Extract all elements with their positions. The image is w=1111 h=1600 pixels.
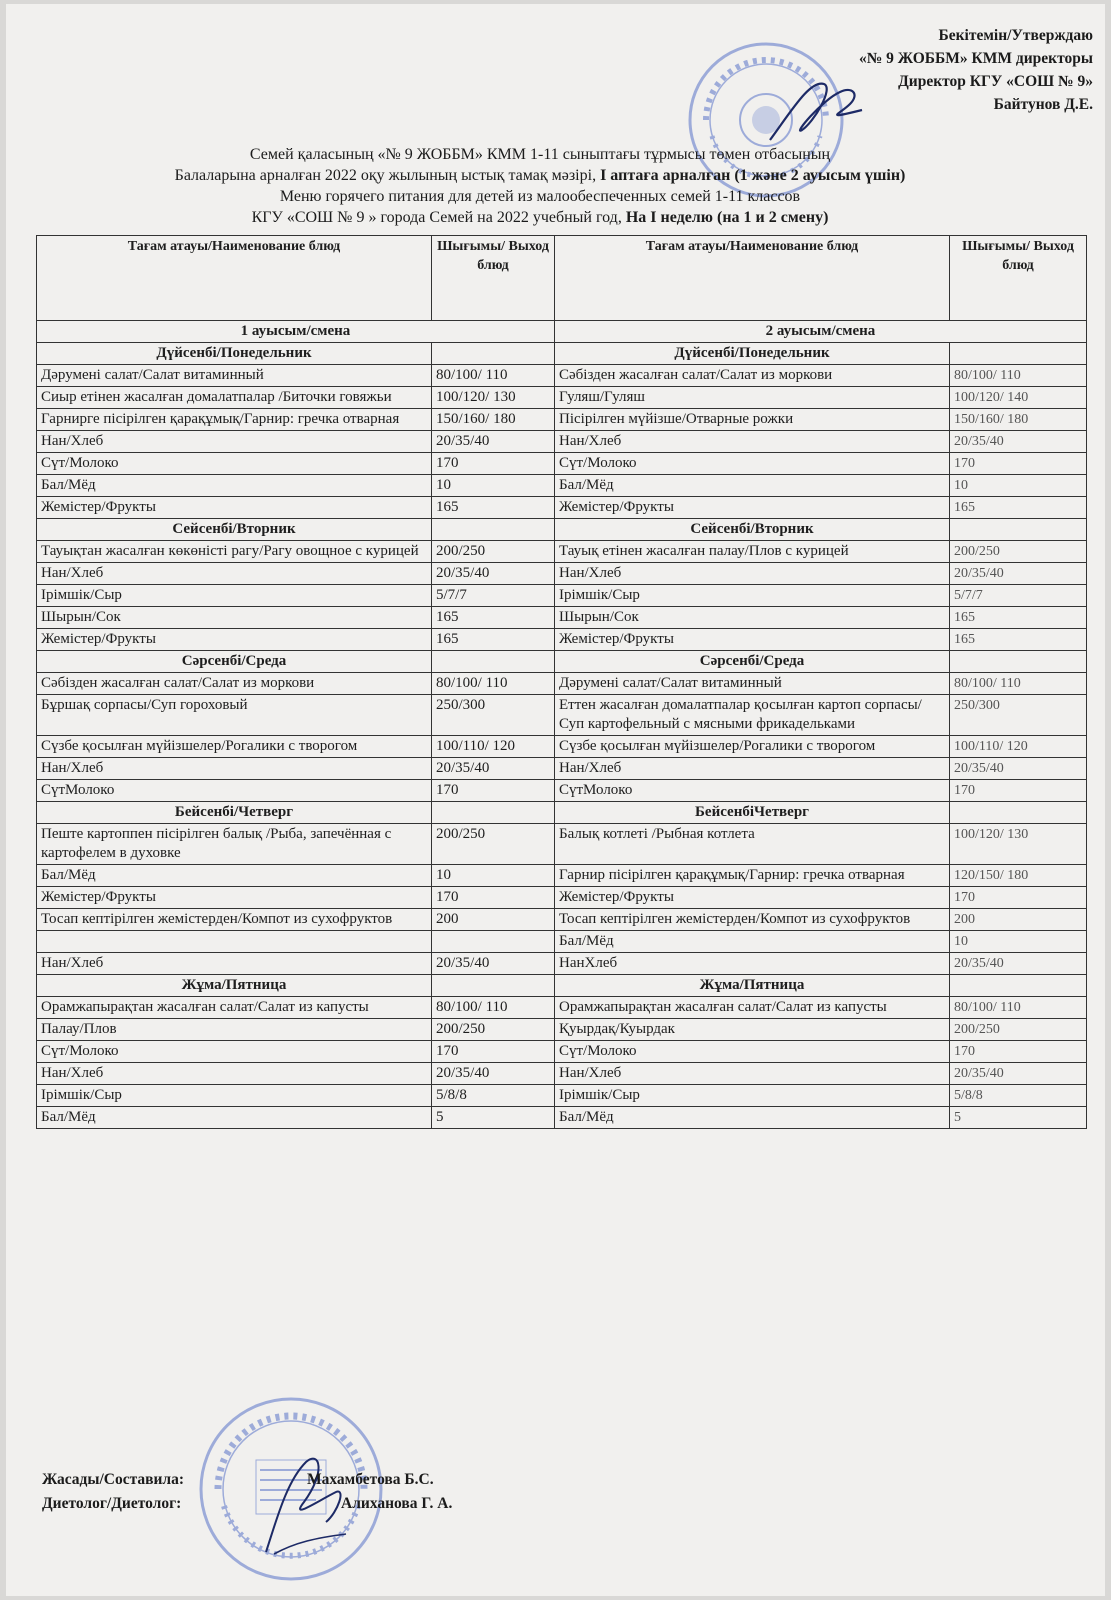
dish-shift2: Тауық етінен жасалған палау/Плов с курицей bbox=[555, 541, 950, 563]
dish-shift2: НанХлеб bbox=[555, 953, 950, 975]
yield-shift2: 200/250 bbox=[950, 541, 1087, 563]
dish-shift2: Ірімшік/Сыр bbox=[555, 585, 950, 607]
approval-line-2: «№ 9 ЖОББМ» КММ директоры bbox=[858, 50, 1093, 67]
yield-shift1 bbox=[432, 931, 555, 953]
dish-shift1: Нан/Хлеб bbox=[37, 758, 432, 780]
yield-shift1: 165 bbox=[432, 497, 555, 519]
dish-shift2: Сүзбе қосылған мүйізшелер/Рогалики с творогом bbox=[555, 736, 950, 758]
yield-shift2: 120/150/ 180 bbox=[950, 865, 1087, 887]
director-signature bbox=[762, 70, 872, 150]
table-row bbox=[37, 1085, 1087, 1107]
heading-line-4-text: КГУ «СОШ № 9 » города Семей на 2022 учебный год, bbox=[251, 209, 626, 226]
yield-shift2: 5 bbox=[950, 1107, 1087, 1129]
yield-shift2: 10 bbox=[950, 931, 1087, 953]
heading-line-2-text: Балаларына арналған 2022 оқу жылының ыстық тамақ мәзірі, bbox=[174, 167, 601, 184]
day-name-shift1: Бейсенбі/Четверг bbox=[37, 802, 432, 824]
yield-shift2: 200 bbox=[950, 909, 1087, 931]
day-empty-cell bbox=[950, 975, 1087, 997]
dish-shift2: Нан/Хлеб bbox=[555, 431, 950, 453]
yield-shift2: 20/35/40 bbox=[950, 1063, 1087, 1085]
dietologist-line bbox=[42, 1492, 452, 1516]
table-row bbox=[37, 1019, 1087, 1041]
heading-line-4-bold: На I неделю (на 1 и 2 смену) bbox=[625, 209, 829, 226]
dish-shift2: Пісірілген мүйізше/Отварные рожки bbox=[555, 409, 950, 431]
day-name-shift2: БейсенбіЧетверг bbox=[555, 802, 950, 824]
yield-shift2: 20/35/40 bbox=[950, 953, 1087, 975]
dish-shift2: Нан/Хлеб bbox=[555, 758, 950, 780]
dish-shift1: Сүт/Молоко bbox=[37, 453, 432, 475]
yield-shift1: 200/250 bbox=[432, 1019, 555, 1041]
dish-shift2: Бал/Мёд bbox=[555, 475, 950, 497]
yield-shift1: 165 bbox=[432, 607, 555, 629]
approval-line-4: Байтунов Д.Е. bbox=[993, 96, 1093, 113]
dish-shift1: Шырын/Сок bbox=[37, 607, 432, 629]
dish-shift2: Сүт/Молоко bbox=[555, 1041, 950, 1063]
yield-shift1: 10 bbox=[432, 865, 555, 887]
heading-line-2 bbox=[40, 165, 1040, 186]
yield-shift2: 5/8/8 bbox=[950, 1085, 1087, 1107]
approval-line-1: Бекітемін/Утверждаю bbox=[938, 27, 1093, 44]
yield-shift1: 200/250 bbox=[432, 824, 555, 865]
table-row bbox=[37, 585, 1087, 607]
heading-line-1: Семей қаласының «№ 9 ЖОББМ» КММ 1-11 сыныптағы тұрмысы төмен отбасының bbox=[249, 146, 831, 163]
yield-shift2: 100/120/ 140 bbox=[950, 387, 1087, 409]
day-empty-cell bbox=[432, 975, 555, 997]
yield-shift1: 200/250 bbox=[432, 541, 555, 563]
day-name-shift1: Сейсенбі/Вторник bbox=[37, 519, 432, 541]
dish-shift1: Нан/Хлеб bbox=[37, 563, 432, 585]
table-row bbox=[37, 758, 1087, 780]
table-row bbox=[37, 453, 1087, 475]
yield-shift1: 80/100/ 110 bbox=[432, 997, 555, 1019]
day-empty-cell bbox=[432, 651, 555, 673]
dish-shift2: Орамжапырақтан жасалған салат/Салат из капусты bbox=[555, 997, 950, 1019]
menu-table-body bbox=[37, 343, 1087, 1129]
table-row bbox=[37, 824, 1087, 865]
dish-shift2: Бал/Мёд bbox=[555, 931, 950, 953]
signatures-block bbox=[42, 1468, 452, 1516]
yield-shift2: 20/35/40 bbox=[950, 431, 1087, 453]
dish-shift2: СүтМолоко bbox=[555, 780, 950, 802]
dish-shift1: Сүзбе қосылған мүйізшелер/Рогалики с творогом bbox=[37, 736, 432, 758]
table-row bbox=[37, 736, 1087, 758]
table-row bbox=[37, 887, 1087, 909]
day-empty-cell bbox=[950, 343, 1087, 365]
dish-shift2: Гарнир пісірілген қарақұмық/Гарнир: гречка отварная bbox=[555, 865, 950, 887]
yield-shift1: 80/100/ 110 bbox=[432, 673, 555, 695]
day-header-row bbox=[37, 519, 1087, 541]
day-name-shift2: Жұма/Пятница bbox=[555, 975, 950, 997]
dish-shift1: Ірімшік/Сыр bbox=[37, 585, 432, 607]
dish-shift2: Нан/Хлеб bbox=[555, 563, 950, 585]
dish-shift1: Нан/Хлеб bbox=[37, 431, 432, 453]
dish-shift1: Тосап кептірілген жемістерден/Компот из сухофруктов bbox=[37, 909, 432, 931]
day-empty-cell bbox=[432, 343, 555, 365]
heading-line-3: Меню горячего питания для детей из малообеспеченных семей 1-11 классов bbox=[279, 188, 801, 205]
shift-row bbox=[37, 321, 1087, 343]
yield-shift1: 150/160/ 180 bbox=[432, 409, 555, 431]
menu-heading bbox=[40, 144, 1040, 228]
yield-shift1: 20/35/40 bbox=[432, 953, 555, 975]
day-empty-cell bbox=[432, 802, 555, 824]
day-header-row bbox=[37, 343, 1087, 365]
yield-shift1: 5/8/8 bbox=[432, 1085, 555, 1107]
table-row bbox=[37, 431, 1087, 453]
yield-shift2: 80/100/ 110 bbox=[950, 365, 1087, 387]
day-header-row bbox=[37, 975, 1087, 997]
dietologist-label: Диетолог/Диетолог: bbox=[42, 1495, 182, 1512]
table-row bbox=[37, 953, 1087, 975]
yield-shift2: 80/100/ 110 bbox=[950, 673, 1087, 695]
yield-shift1: 250/300 bbox=[432, 695, 555, 736]
yield-shift2: 170 bbox=[950, 887, 1087, 909]
dish-shift1: Ірімшік/Сыр bbox=[37, 1085, 432, 1107]
dish-shift1: Жемістер/Фрукты bbox=[37, 887, 432, 909]
table-row bbox=[37, 865, 1087, 887]
day-name-shift2: Сәрсенбі/Среда bbox=[555, 651, 950, 673]
yield-shift2: 170 bbox=[950, 780, 1087, 802]
table-row bbox=[37, 629, 1087, 651]
day-empty-cell bbox=[432, 519, 555, 541]
yield-shift2: 5/7/7 bbox=[950, 585, 1087, 607]
dish-shift1: Сиыр етінен жасалған домалатпалар /Биточки говяжьи bbox=[37, 387, 432, 409]
yield-shift2: 10 bbox=[950, 475, 1087, 497]
dish-shift1: Сүт/Молоко bbox=[37, 1041, 432, 1063]
yield-shift2: 100/120/ 130 bbox=[950, 824, 1087, 865]
shift-1-label: 1 ауысым/смена bbox=[37, 321, 555, 343]
dish-shift1: Дәрумені салат/Салат витаминный bbox=[37, 365, 432, 387]
dish-shift2: Дәрумені салат/Салат витаминный bbox=[555, 673, 950, 695]
yield-shift2: 20/35/40 bbox=[950, 563, 1087, 585]
table-row bbox=[37, 1107, 1087, 1129]
table-row bbox=[37, 1041, 1087, 1063]
table-row bbox=[37, 931, 1087, 953]
dish-shift2: Ірімшік/Сыр bbox=[555, 1085, 950, 1107]
table-row bbox=[37, 497, 1087, 519]
day-header-row bbox=[37, 802, 1087, 824]
yield-shift2: 170 bbox=[950, 1041, 1087, 1063]
day-empty-cell bbox=[950, 802, 1087, 824]
yield-shift2: 165 bbox=[950, 629, 1087, 651]
heading-line-2-bold: I аптаға арналған (1 және 2 ауысым үшін) bbox=[600, 167, 906, 184]
header-yield-shift1: Шығымы/ Выход блюд bbox=[432, 236, 555, 321]
yield-shift1: 100/110/ 120 bbox=[432, 736, 555, 758]
table-row bbox=[37, 409, 1087, 431]
menu-table bbox=[36, 235, 1087, 1129]
dish-shift2: Гуляш/Гуляш bbox=[555, 387, 950, 409]
dish-shift1: Сәбізден жасалған салат/Салат из моркови bbox=[37, 673, 432, 695]
table-row bbox=[37, 387, 1087, 409]
dish-shift2: Сүт/Молоко bbox=[555, 453, 950, 475]
yield-shift2: 165 bbox=[950, 497, 1087, 519]
header-yield-shift2: Шығымы/ Выход блюд bbox=[950, 236, 1087, 321]
yield-shift1: 20/35/40 bbox=[432, 563, 555, 585]
yield-shift2: 150/160/ 180 bbox=[950, 409, 1087, 431]
table-row bbox=[37, 475, 1087, 497]
yield-shift2: 170 bbox=[950, 453, 1087, 475]
yield-shift1: 20/35/40 bbox=[432, 1063, 555, 1085]
approval-block bbox=[859, 24, 1093, 116]
yield-shift1: 170 bbox=[432, 1041, 555, 1063]
dish-shift1 bbox=[37, 931, 432, 953]
yield-shift1: 100/120/ 130 bbox=[432, 387, 555, 409]
yield-shift1: 10 bbox=[432, 475, 555, 497]
yield-shift2: 165 bbox=[950, 607, 1087, 629]
yield-shift2: 200/250 bbox=[950, 1019, 1087, 1041]
dish-shift1: СүтМолоко bbox=[37, 780, 432, 802]
dish-shift1: Пеште картоппен пісірілген балық /Рыба, запечённая с картофелем в духовке bbox=[37, 824, 432, 865]
approval-line-3: Директор КГУ «СОШ № 9» bbox=[898, 73, 1093, 90]
dish-shift1: Гарнирге пісірілген қарақұмық/Гарнир: гречка отварная bbox=[37, 409, 432, 431]
dish-shift1: Бал/Мёд bbox=[37, 1107, 432, 1129]
day-name-shift2: Сейсенбі/Вторник bbox=[555, 519, 950, 541]
yield-shift1: 20/35/40 bbox=[432, 758, 555, 780]
dish-shift2: Жемістер/Фрукты bbox=[555, 887, 950, 909]
dish-shift1: Бұршақ сорпасы/Суп гороховый bbox=[37, 695, 432, 736]
day-empty-cell bbox=[950, 651, 1087, 673]
dish-shift2: Еттен жасалған домалатпалар қосылған картоп сорпасы/Суп картофельный с мясными фрикадельками bbox=[555, 695, 950, 736]
yield-shift1: 5/7/7 bbox=[432, 585, 555, 607]
table-row bbox=[37, 365, 1087, 387]
table-row bbox=[37, 563, 1087, 585]
dish-shift1: Нан/Хлеб bbox=[37, 1063, 432, 1085]
dish-shift2: Жемістер/Фрукты bbox=[555, 497, 950, 519]
yield-shift1: 5 bbox=[432, 1107, 555, 1129]
yield-shift2: 20/35/40 bbox=[950, 758, 1087, 780]
heading-line-4 bbox=[40, 207, 1040, 228]
header-dish-shift1: Тағам атауы/Наименование блюд bbox=[37, 236, 432, 321]
table-row bbox=[37, 997, 1087, 1019]
day-name-shift1: Жұма/Пятница bbox=[37, 975, 432, 997]
dish-shift2: Нан/Хлеб bbox=[555, 1063, 950, 1085]
dish-shift2: Балық котлеті /Рыбная котлета bbox=[555, 824, 950, 865]
dish-shift2: Шырын/Сок bbox=[555, 607, 950, 629]
yield-shift2: 80/100/ 110 bbox=[950, 997, 1087, 1019]
yield-shift1: 200 bbox=[432, 909, 555, 931]
dish-shift1: Орамжапырақтан жасалған салат/Салат из капусты bbox=[37, 997, 432, 1019]
dish-shift1: Нан/Хлеб bbox=[37, 953, 432, 975]
header-dish-shift2: Тағам атауы/Наименование блюд bbox=[555, 236, 950, 321]
dish-shift1: Жемістер/Фрукты bbox=[37, 497, 432, 519]
compiled-label: Жасады/Составила: bbox=[42, 1471, 185, 1488]
day-name-shift1: Сәрсенбі/Среда bbox=[37, 651, 432, 673]
day-header-row bbox=[37, 651, 1087, 673]
yield-shift2: 100/110/ 120 bbox=[950, 736, 1087, 758]
dish-shift2: Бал/Мёд bbox=[555, 1107, 950, 1129]
shift-2-label: 2 ауысым/смена bbox=[555, 321, 1087, 343]
dish-shift2: Жемістер/Фрукты bbox=[555, 629, 950, 651]
dish-shift2: Тосап кептірілген жемістерден/Компот из сухофруктов bbox=[555, 909, 950, 931]
yield-shift1: 170 bbox=[432, 780, 555, 802]
dish-shift2: Сәбізден жасалған салат/Салат из моркови bbox=[555, 365, 950, 387]
yield-shift2: 250/300 bbox=[950, 695, 1087, 736]
compiled-by-line bbox=[42, 1468, 452, 1492]
dish-shift1: Бал/Мёд bbox=[37, 475, 432, 497]
table-row bbox=[37, 1063, 1087, 1085]
table-row bbox=[37, 695, 1087, 736]
yield-shift1: 80/100/ 110 bbox=[432, 365, 555, 387]
dish-shift1: Бал/Мёд bbox=[37, 865, 432, 887]
dish-shift2: Қуырдақ/Куырдак bbox=[555, 1019, 950, 1041]
dish-shift1: Палау/Плов bbox=[37, 1019, 432, 1041]
yield-shift1: 165 bbox=[432, 629, 555, 651]
table-row bbox=[37, 673, 1087, 695]
compiled-name: Махамбетова Б.С. bbox=[307, 1471, 434, 1488]
day-empty-cell bbox=[950, 519, 1087, 541]
table-row bbox=[37, 909, 1087, 931]
table-row bbox=[37, 607, 1087, 629]
day-name-shift1: Дүйсенбі/Понедельник bbox=[37, 343, 432, 365]
dietologist-name: Алиханова Г. А. bbox=[341, 1495, 453, 1512]
yield-shift1: 170 bbox=[432, 887, 555, 909]
table-row bbox=[37, 541, 1087, 563]
table-header-row bbox=[37, 236, 1087, 321]
document-page bbox=[6, 4, 1105, 1596]
day-name-shift2: Дүйсенбі/Понедельник bbox=[555, 343, 950, 365]
yield-shift1: 20/35/40 bbox=[432, 431, 555, 453]
yield-shift1: 170 bbox=[432, 453, 555, 475]
dish-shift1: Тауықтан жасалған көкөністі рагу/Рагу овощное с курицей bbox=[37, 541, 432, 563]
table-row bbox=[37, 780, 1087, 802]
dish-shift1: Жемістер/Фрукты bbox=[37, 629, 432, 651]
